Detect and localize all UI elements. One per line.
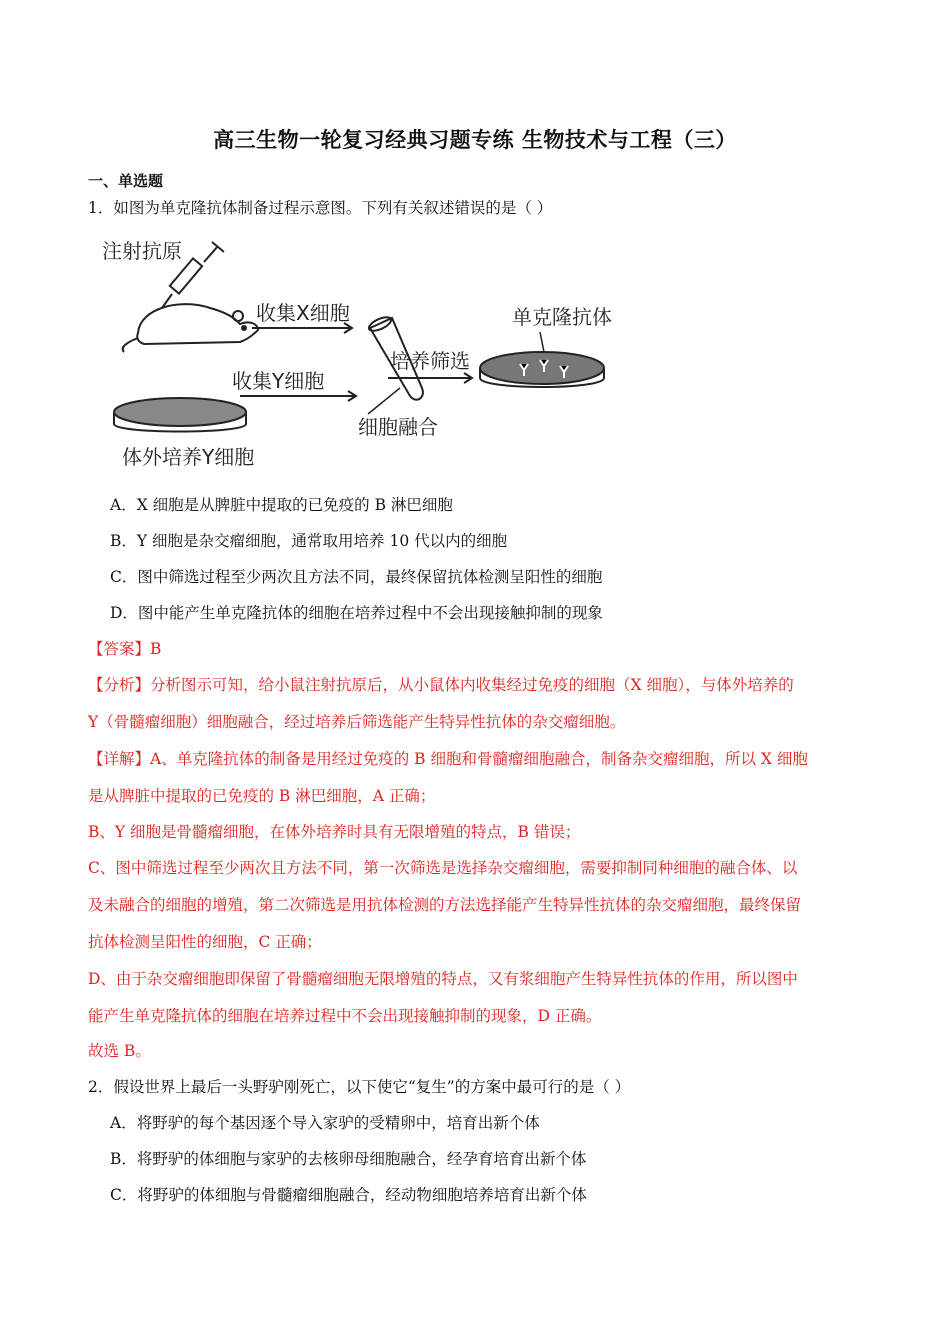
analysis-line-2: Y（骨髓瘤细胞）细胞融合，经过培养后筛选能产生特异性抗体的杂交瘤细胞。	[88, 713, 626, 731]
label-antibody: 单克隆抗体	[512, 305, 612, 329]
antibody-dish	[480, 352, 604, 387]
label-collect-x: 收集X细胞	[256, 301, 350, 325]
detail-text-1: A、单克隆抗体的制备是用经过免疫的 B 细胞和骨髓瘤细胞融合，制备杂交瘤细胞，所以 X 细胞	[150, 750, 808, 768]
detail-line-6: 抗体检测呈阳性的细胞，C 正确；	[88, 933, 322, 951]
mouse-icon	[123, 304, 258, 352]
detail-line-3: B、Y 细胞是骨髓瘤细胞，在体外培养时具有无限增殖的特点，B 错误；	[88, 823, 581, 841]
label-fusion: 细胞融合	[358, 415, 438, 439]
q2-option-a: A．将野驴的每个基因逐个导入家驴的受精卵中，培育出新个体	[110, 1114, 540, 1132]
label-culture-y: 体外培养Y细胞	[122, 445, 255, 469]
q2-option-b: B．将野驴的体细胞与家驴的去核卵母细胞融合，经孕育培育出新个体	[110, 1150, 587, 1168]
detail-line-2: 是从脾脏中提取的已免疫的 B 淋巴细胞，A 正确；	[88, 787, 436, 805]
section-heading: 一、单选题	[88, 172, 164, 190]
answer-line	[88, 637, 161, 659]
answer-tag: 【答案】	[88, 640, 151, 658]
detail-line-8: 能产生单克隆抗体的细胞在培养过程中不会出现接触抑制的现象，D 正确。	[88, 1007, 602, 1025]
q1-option-b: B．Y 细胞是杂交瘤细胞，通常取用培养 10 代以内的细胞	[110, 532, 508, 550]
q1-option-a: A．X 细胞是从脾脏中提取的已免疫的 B 淋巴细胞	[110, 496, 453, 514]
analysis-line-1	[88, 673, 794, 695]
label-inject: 注射抗原	[102, 239, 182, 263]
q1-option-c: C．图中筛选过程至少两次且方法不同，最终保留抗体检测呈阳性的细胞	[110, 568, 603, 586]
q2-option-c: C．将野驴的体细胞与骨髓瘤细胞融合，经动物细胞培养培育出新个体	[110, 1186, 587, 1204]
label-screen: 培养筛选	[390, 349, 470, 373]
question-2-stem: 2．假设世界上最后一头野驴刚死亡，以下使它“复生”的方案中最可行的是（ ）	[88, 1078, 631, 1096]
answer-value: B	[150, 640, 162, 658]
q1-option-d: D．图中能产生单克隆抗体的细胞在培养过程中不会出现接触抑制的现象	[110, 604, 603, 622]
conclusion-line: 故选 B。	[88, 1042, 151, 1060]
detail-line-1	[88, 747, 808, 769]
analysis-tag: 【分析】	[88, 676, 151, 694]
culture-dish-y	[114, 398, 246, 432]
detail-line-4: C、图中筛选过程至少两次且方法不同，第一次筛选是选择杂交瘤细胞，需要抑制同种细胞的融合体、以	[88, 859, 798, 877]
analysis-text-1: 分析图示可知，给小鼠注射抗原后，从小鼠体内收集经过免疫的细胞（X 细胞），与体外培养的	[150, 676, 794, 694]
monoclonal-antibody-diagram	[100, 228, 640, 478]
detail-line-5: 及未融合的细胞的增殖，第二次筛选是用抗体检测的方法选择能产生特异性抗体的杂交瘤细胞，最终保留	[88, 896, 802, 914]
label-collect-y: 收集Y细胞	[232, 369, 325, 393]
detail-tag: 【详解】	[88, 750, 151, 768]
document-title: 高三生物一轮复习经典习题专练 生物技术与工程（三）	[213, 127, 737, 152]
question-1-stem: 1．如图为单克隆抗体制备过程示意图。下列有关叙述错误的是（ ）	[88, 199, 553, 217]
detail-line-7: D、由于杂交瘤细胞即保留了骨髓瘤细胞无限增殖的特点，又有浆细胞产生特异性抗体的作用，所以图中	[88, 970, 798, 988]
